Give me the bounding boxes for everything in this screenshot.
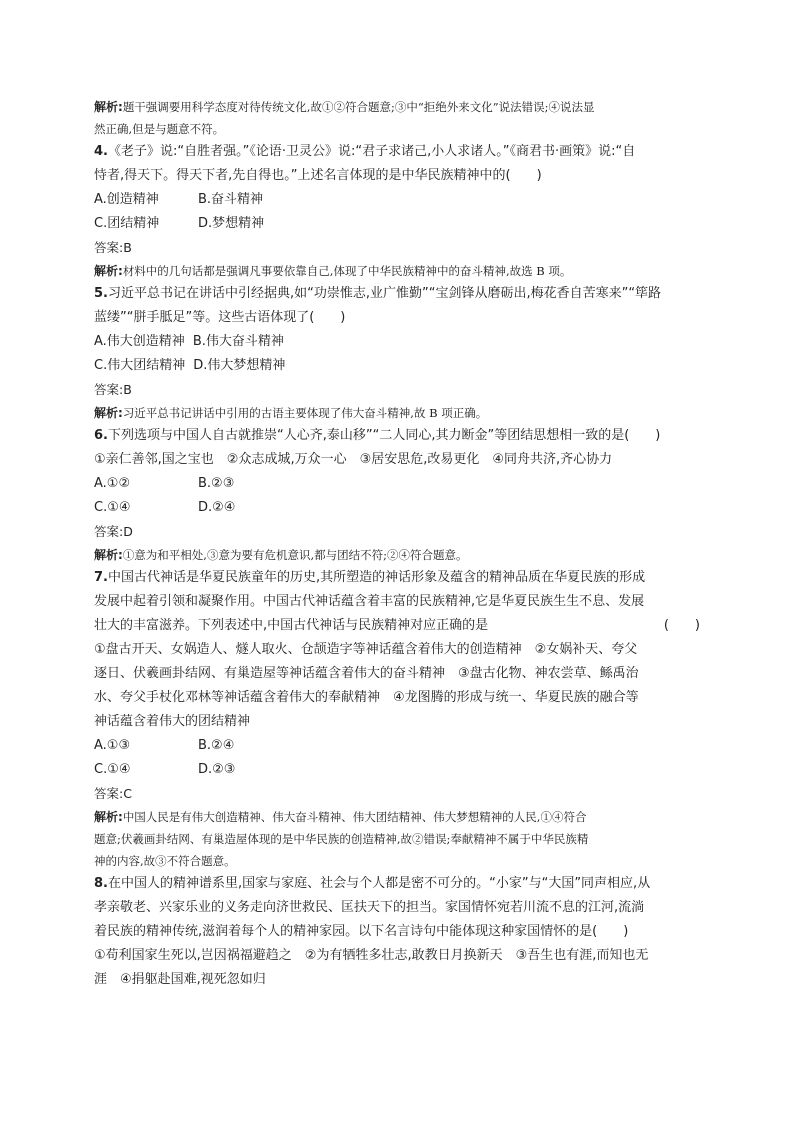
question-number: 6. <box>94 428 108 443</box>
option-choice: B.伟大奋斗精神 <box>192 334 284 349</box>
option-choice: D.②④ <box>198 500 236 515</box>
text-line <box>94 614 700 638</box>
explanation-line <box>94 850 700 872</box>
explanation-line <box>94 118 700 140</box>
option-choice: A.创造精神 <box>94 192 159 207</box>
answer-bracket: ( ) <box>663 618 700 633</box>
question-number: 5. <box>94 286 108 301</box>
question-text: 习近平总书记在讲话中引经据典,如“功崇惟志,业广惟勤”“宝剑锋从磨砺出,梅花香自苦寒来”“筚路 <box>107 286 662 301</box>
explanation-text: 中国人民是有伟大创造精神、伟大奋斗精神、伟大团结精神、伟大梦想精神的人民,①④符合 <box>122 810 587 824</box>
explanation-text: 材料中的几句话都是强调凡事要依靠自己,体现了中华民族精神中的奋斗精神,故选 B 项。 <box>122 264 572 278</box>
document-page <box>94 96 700 992</box>
option-choice: C.伟大团结精神 <box>94 358 186 373</box>
option-choice: C.①④ <box>94 500 131 515</box>
option-choice: D.伟大梦想精神 <box>193 358 286 373</box>
option-row <box>94 188 700 212</box>
question-stem <box>94 282 700 306</box>
explanation-label: 解析: <box>94 406 123 420</box>
question-number: 8. <box>94 876 108 891</box>
option-row <box>94 734 700 758</box>
text-line: 蓝缕”“胼手胝足”等。这些古语体现了( ) <box>94 310 346 325</box>
question-stem <box>94 566 700 590</box>
option-choice: D.梦想精神 <box>198 216 265 231</box>
option-choice: A.①② <box>94 476 131 491</box>
option-row <box>94 496 700 520</box>
explanation-text: 然正确,但是与题意不符。 <box>94 122 225 136</box>
question-stem <box>94 140 700 164</box>
option-choice: A.伟大创造精神 <box>94 334 185 349</box>
explanation-line <box>94 544 700 566</box>
question-stem <box>94 872 700 896</box>
explanation-text: 题干强调要用科学态度对待传统文化,故①②符合题意;③中“拒绝外来文化”说法错误;④说法显 <box>122 100 595 114</box>
option-row <box>94 758 700 782</box>
option-choice: A.①③ <box>94 738 131 753</box>
text-line: 发展中起着引领和凝聚作用。中国古代神话蕴含着丰富的民族精神,它是华夏民族生生不息、发展 <box>94 594 645 609</box>
text-line: 恃者,得天下。得天下者,先自得也。”上述名言体现的是中华民族精神中的( ) <box>94 168 542 183</box>
explanation-line <box>94 402 700 424</box>
question-text: 《老子》说:“自胜者强。”《论语·卫灵公》说:“君子求诸己,小人求诸人。”《商君书·画策》说:“自 <box>107 144 636 159</box>
explanation-label: 解析: <box>94 264 123 278</box>
option-choice: C.团结精神 <box>94 216 160 231</box>
explanation-text: ①意为和平相处,③意为要有危机意识,都与团结不符;②④符合题意。 <box>122 548 468 562</box>
option-choice: C.①④ <box>94 762 131 777</box>
answer-line: 答案:C <box>94 786 132 801</box>
answer-line: 答案:B <box>94 382 132 397</box>
option-row <box>94 472 700 496</box>
explanation-label: 解析: <box>94 548 123 562</box>
explanation-text: 题意;伏羲画卦结网、有巢造屋体现的是中华民族的创造精神,故②错误;奉献精神不属于中华民族精 <box>94 832 589 846</box>
text-line: 着民族的精神传统,滋润着每个人的精神家园。以下名言诗句中能体现这种家国情怀的是( ) <box>94 924 629 939</box>
question-stem <box>94 424 700 448</box>
explanation-line <box>94 96 700 118</box>
question-text: 中国古代神话是华夏民族童年的历史,其所塑造的神话形象及蕴含的精神品质在华夏民族的形成 <box>107 570 646 585</box>
option-choice: B.②③ <box>198 476 235 491</box>
question-text: 在中国人的精神谱系里,国家与家庭、社会与个人都是密不可分的。“小家”与“大国”同声相应,从 <box>107 876 651 891</box>
option-row <box>94 330 700 354</box>
option-choice: B.②④ <box>198 738 235 753</box>
explanation-line <box>94 828 700 850</box>
answer-line: 答案:B <box>94 240 132 255</box>
text-line: ①亲仁善邻,国之宝也 ②众志成城,万众一心 ③居安思危,改易更化 ④同舟共济,齐心协力 <box>94 452 613 467</box>
text-line: 孝亲敬老、兴家乐业的义务走向济世救民、匡扶天下的担当。家国情怀宛若川流不息的江河,流淌 <box>94 900 645 915</box>
explanation-text: 习近平总书记讲话中引用的古语主要体现了伟大奋斗精神,故 B 项正确。 <box>122 406 488 420</box>
text-line: ①苟利国家生死以,岂因祸福避趋之 ②为有牺牲多壮志,敢教日月换新天 ③吾生也有涯,而知也无 <box>94 948 649 963</box>
question-text: 下列选项与中国人自古就推崇“人心齐,泰山移”“二人同心,其力断金”等团结思想相一致的是( ) <box>107 428 661 443</box>
explanation-label: 解析: <box>94 810 123 824</box>
option-choice: B.奋斗精神 <box>198 192 264 207</box>
question-number: 7. <box>94 570 108 585</box>
option-row <box>94 212 700 236</box>
option-row <box>94 354 700 378</box>
text-line: 水、夸父手杖化邓林等神话蕴含着伟大的奉献精神 ④龙图腾的形成与统一、华夏民族的融合等 <box>94 690 639 705</box>
explanation-label: 解析: <box>94 100 123 114</box>
explanation-line <box>94 260 700 282</box>
text-line: 神话蕴含着伟大的团结精神 <box>94 714 251 729</box>
text-line: ①盘古开天、女娲造人、燧人取火、仓颉造字等神话蕴含着伟大的创造精神 ②女娲补天、夸父 <box>94 642 638 657</box>
answer-line: 答案:D <box>94 524 133 539</box>
explanation-line <box>94 806 700 828</box>
line-text: 壮大的丰富滋养。下列表述中,中国古代神话与民族精神对应正确的是 <box>94 618 489 633</box>
option-choice: D.②③ <box>198 762 236 777</box>
text-line: 涯 ④捐躯赴国难,视死忽如归 <box>94 972 266 987</box>
text-line: 逐日、伏羲画卦结网、有巢造屋等神话蕴含着伟大的奋斗精神 ③盘古化物、神农尝草、鲧禹治 <box>94 666 639 681</box>
explanation-text: 神的内容,故③不符合题意。 <box>94 854 236 868</box>
question-number: 4. <box>94 144 108 159</box>
